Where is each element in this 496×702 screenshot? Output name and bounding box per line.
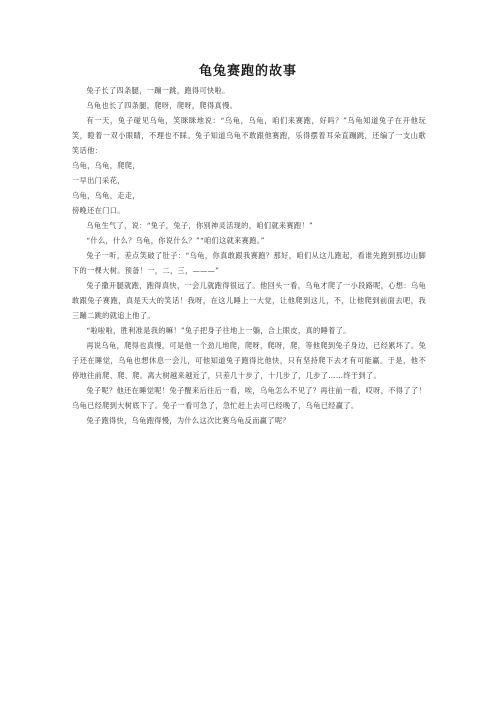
paragraph: 乌龟生气了，说：“兔子，兔子，你别神灵活现的，咱们就来赛跑！”	[86, 221, 314, 230]
paragraph: 有一天，兔子碰见乌龟，笑眯眯地说：“乌龟，乌龟，咱们来赛跑，好吗？”乌龟知道兔子在开他玩笑，瞪着一双小眼睛，不理也不睬。兔子知道乌龟不敢跟他赛跑，乐得摆着耳朵直蹦跳，还编了一支山歌笑话他：	[72, 116, 426, 155]
paragraph: 乌龟，乌龟，爬爬，	[72, 161, 140, 170]
paragraph: 兔子一听，差点笑破了肚子：“乌龟，你真敢跟我赛跑？那好，咱们从这儿跑起，看谁先跑到那边山脚下的一棵大树。预备！一，二，三，———”	[72, 251, 426, 275]
paragraph: 再说乌龟，爬得也真慢，可是他一个劲儿地爬，爬呀，爬呀，爬，等他爬到兔子身边，已经累坏了。兔子还在睡觉，乌龟也想休息一会儿，可他知道兔子跑得比他快，只有坚持爬下去才有可能赢。于是，他不停地往前爬、爬、爬。离大树越来越近了，只差几十步了，十几步了，几步了……终于到了。	[72, 341, 426, 380]
paragraph: 兔子撒开腿就跑，跑得真快，一会儿就跑得很远了。他回头一看，乌龟才爬了一小段路呢，心想：乌龟敢跟兔子赛跑，真是天大的笑话！我呀，在这儿睡上一大觉，让他爬到这儿，不，让他爬到前面去吧，我三蹦二跳的就追上他了。	[72, 281, 426, 320]
paragraph: “啦啦啦，胜利准是我的嘛！”兔子把身子往地上一躺，合上眼皮，真的睡着了。	[86, 326, 351, 335]
paragraph: 一早出门采花，	[72, 176, 125, 185]
paragraph: “什么，什么？乌龟，你说什么？”“咱们这就来赛跑。”	[86, 236, 265, 245]
paragraph: 傍晚还在门口。	[72, 206, 125, 215]
paragraph: 乌龟也长了四条腿，爬呀，爬呀，爬得真慢。	[86, 101, 238, 110]
paragraph: 兔子跑得快，乌龟跑得慢，为什么这次比赛乌龟反而赢了呢？	[86, 416, 290, 425]
document-body	[72, 83, 426, 428]
paragraph: 兔子长了四条腿，一蹦一跳，跑得可快啦。	[86, 86, 230, 95]
document-title: 龟兔赛跑的故事	[198, 64, 297, 79]
paragraph: 兔子呢？他还在睡觉呢！兔子醒来后往后一看，唉，乌龟怎么不见了？再往前一看，哎呀，不得了了！乌龟已经爬到大树底下了。兔子一看可急了，急忙赶上去可已经晚了，乌龟已经赢了。	[72, 386, 426, 410]
paragraph: 乌龟，乌龟，走走，	[72, 191, 140, 200]
